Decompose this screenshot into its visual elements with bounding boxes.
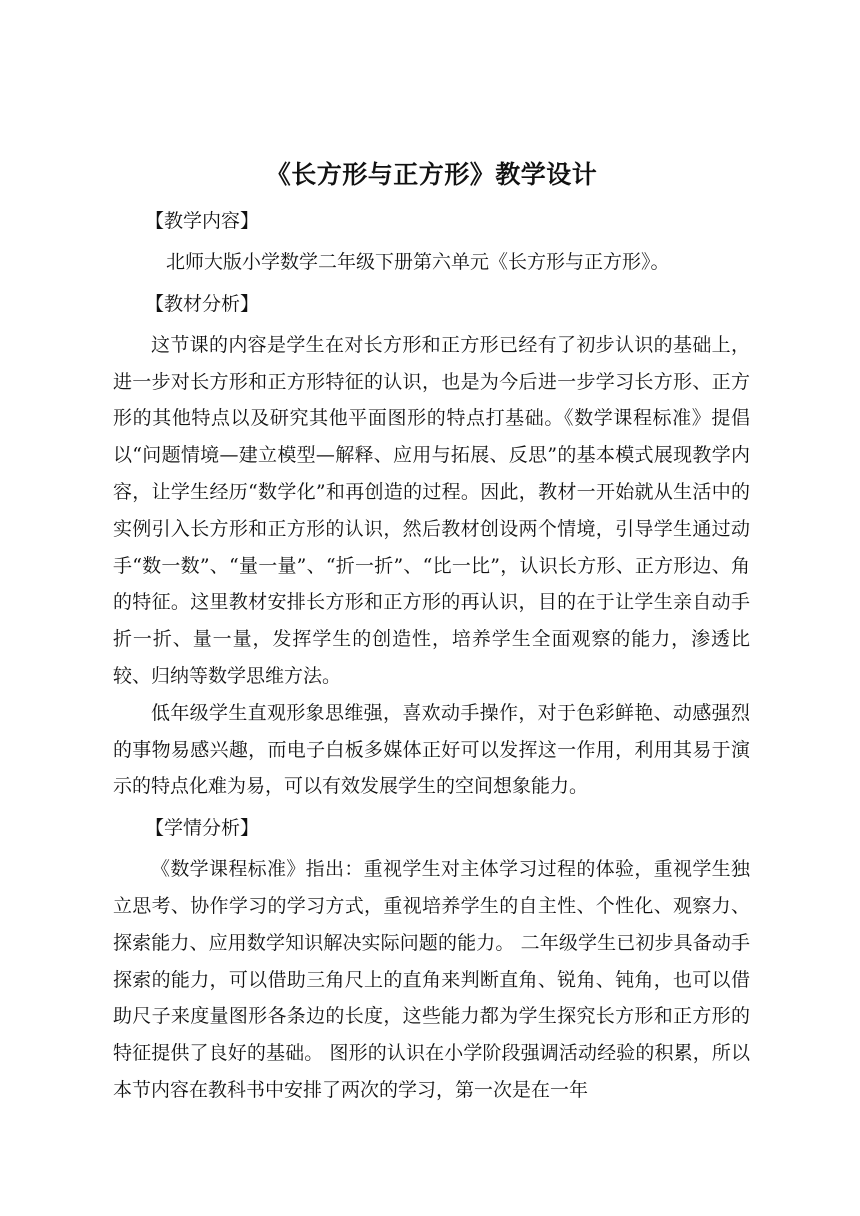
section-heading: 【教材分析】 xyxy=(145,292,260,315)
paragraph: 这节课的内容是学生在对长方形和正方形已经有了初步认识的基础上，进一步对长方形和正方形特征的认识，也是为今后进一步学习长方形、正方形的其他特点以及研究其他平面图形的特点打基础。《数学课程标准》提倡以“问题情境—建立模型—解释、应用与拓展、反思”的基本模式展现教学内容，让学生经历“数学化”和再创造的过程。因此，教材一开始就从生活中的实例引入长方形和正方形的认识，然后教材创设两个情境，引导学生通过动手“数一数”、“量一量”、“折一折”、“比一比”，认识长方形、正方形边、角的特征。这里教材安排长方形和正方形的再认识，目的在于让学生亲自动手折一折、量一量，发挥学生的创造性，培养学生全面观察的能力，渗透比较、归纳等数学思维方法。 xyxy=(113,333,750,687)
document-title: 《长方形与正方形》教学设计 xyxy=(265,160,598,189)
paragraph: 《数学课程标准》指出：重视学生对主体学习过程的体验，重视学生独立思考、协作学习的学习方式，重视培养学生的自主性、个性化、观察力、探索能力、应用数学知识解决实际问题的能力。 二年级学生已初步具备动手探索的能力，可以借助三角尺上的直角来判断直角、锐角、钝角，也可以借助尺子来度量图形各条边的长度，这些能力都为学生探究长方形和正方形的特征提供了良好的基础。 图形的认识在小学阶段强调活动经验的积累，所以本节内容在教科书中安排了两次的学习，第一次是在一年 xyxy=(113,858,750,1101)
paragraph: 低年级学生直观形象思维强，喜欢动手操作，对于色彩鲜艳、动感强烈的事物易感兴趣，而电子白板多媒体正好可以发挥这一作用，利用其易于演示的特点化难为易，可以有效发展学生的空间想象能力。 xyxy=(113,701,750,798)
section-heading: 【学情分析】 xyxy=(145,817,260,840)
section-textbook-analysis xyxy=(113,286,750,805)
section-student-analysis xyxy=(113,810,750,1109)
section-teaching-content xyxy=(113,203,750,281)
section-heading: 【教学内容】 xyxy=(145,210,260,232)
paragraph: 北师大版小学数学二年级下册第六单元《长方形与正方形》。 xyxy=(166,251,670,273)
